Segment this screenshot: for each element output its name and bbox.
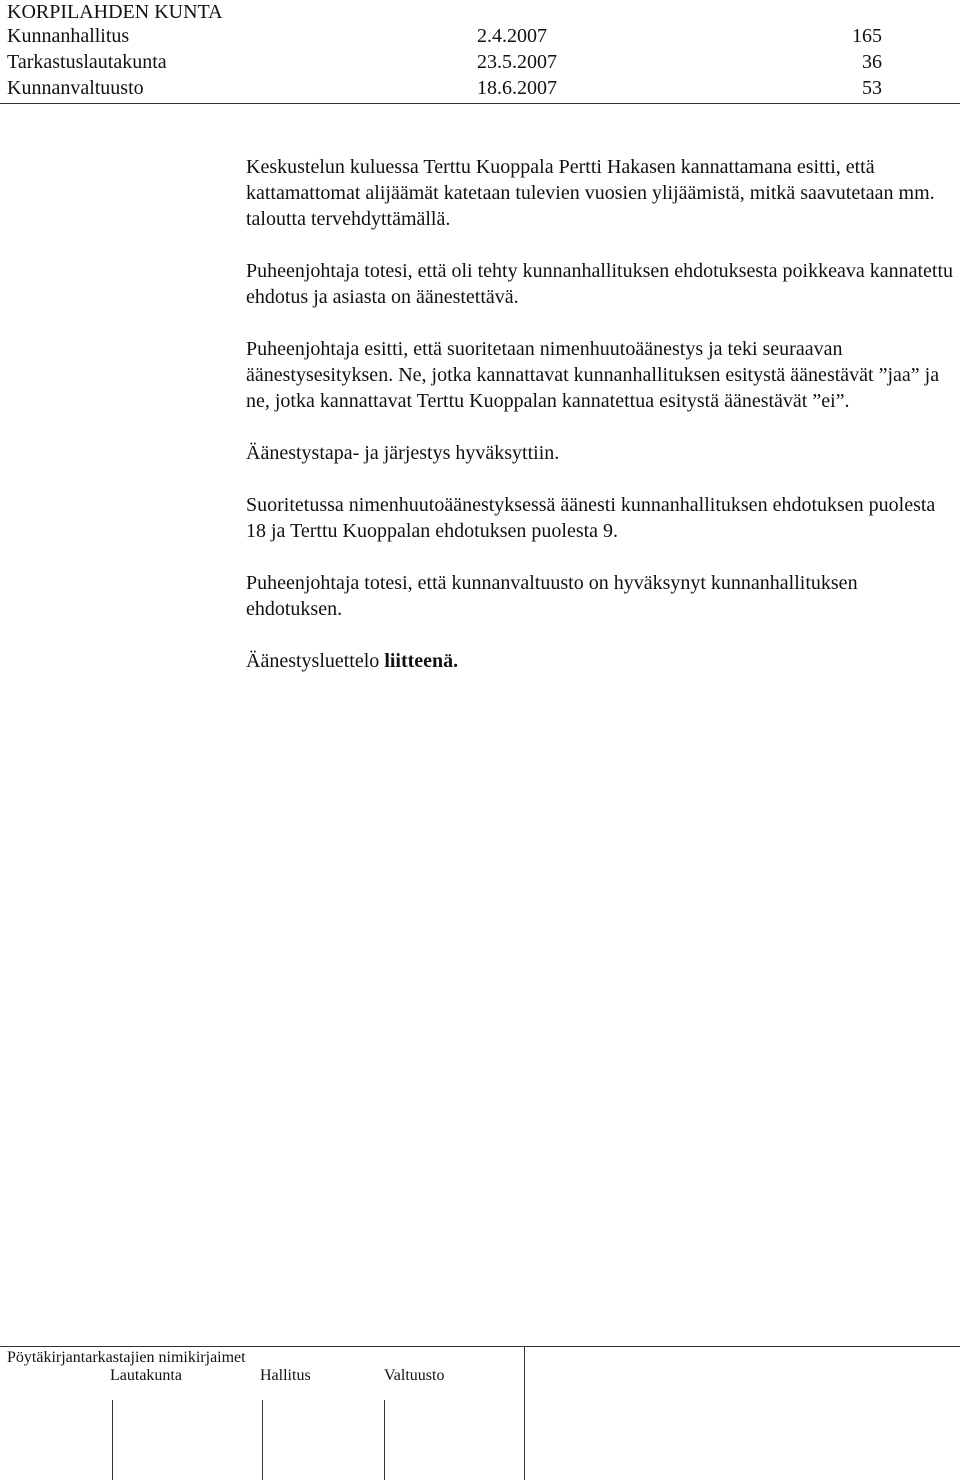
initials-box-hallitus bbox=[262, 1400, 263, 1480]
footer-label-hallitus: Hallitus bbox=[260, 1367, 311, 1384]
organization-name: KORPILAHDEN KUNTA bbox=[7, 1, 223, 23]
page-number: 36 bbox=[862, 51, 882, 73]
meeting-date: 23.5.2007 bbox=[477, 51, 557, 73]
page-number: 53 bbox=[862, 77, 882, 99]
meeting-date: 18.6.2007 bbox=[477, 77, 557, 99]
paragraph-vote-proposal: Puheenjohtaja esitti, että suoritetaan nimenhuutoäänestys ja teki seuraavan äänestysesityksen. Ne, jotka kannattavat kunnanhallituksen esitystä äänestävät ”jaa” ja ne, jotka kannattavat Terttu Kuoppalan kannatettua esitystä äänestävät ”ei”. bbox=[246, 338, 940, 412]
meeting-body: Tarkastuslautakunta bbox=[7, 51, 167, 73]
header-row-kunnanvaltuusto bbox=[7, 76, 887, 100]
header-row-tarkastuslautakunta bbox=[7, 50, 887, 74]
footer-label-valtuusto: Valtuusto bbox=[384, 1367, 445, 1384]
attachment-note: liitteenä. bbox=[384, 650, 459, 672]
header-divider bbox=[0, 103, 960, 104]
initials-box-lautakunta bbox=[112, 1400, 113, 1480]
initials-box-valtuusto bbox=[384, 1400, 385, 1480]
paragraph-chair-statement: Puheenjohtaja totesi, että oli tehty kunnanhallituksen ehdotuksesta poikkeava kannatettu ehdotus ja asiasta on äänestettävä. bbox=[246, 260, 954, 308]
initials-box-end bbox=[524, 1400, 525, 1480]
attachment-label: Äänestysluettelo bbox=[246, 650, 385, 672]
meeting-body: Kunnanhallitus bbox=[7, 25, 130, 47]
paragraph-decision: Puheenjohtaja totesi, että kunnanvaltuusto on hyväksynyt kunnanhallituksen ehdotuksen. bbox=[246, 572, 858, 620]
footer-title: Pöytäkirjantarkastajien nimikirjaimet bbox=[7, 1349, 246, 1366]
meeting-date: 2.4.2007 bbox=[477, 25, 547, 47]
paragraph-discussion-proposal: Keskustelun kuluessa Terttu Kuoppala Pertti Hakasen kannattamana esitti, että kattamattomat alijäämät katetaan tulevien vuosien ylijäämistä, mitkä saavutetaan mm. taloutta tervehdyttämällä. bbox=[246, 156, 935, 230]
paragraph-attachment bbox=[246, 648, 956, 674]
meeting-body: Kunnanvaltuusto bbox=[7, 77, 144, 99]
footer-divider bbox=[0, 1346, 960, 1347]
page-number: 165 bbox=[852, 25, 882, 47]
paragraph-vote-procedure: Äänestystapa- ja järjestys hyväksyttiin. bbox=[246, 442, 560, 464]
minutes-body bbox=[246, 154, 956, 700]
paragraph-vote-result: Suoritetussa nimenhuutoäänestyksessä äänesti kunnanhallituksen ehdotuksen puolesta 18 ja Terttu Kuoppalan ehdotuksen puolesta 9. bbox=[246, 494, 936, 542]
header-row-kunnanhallitus bbox=[7, 24, 887, 48]
footer-label-lautakunta: Lautakunta bbox=[110, 1367, 182, 1384]
footer-vertical-divider bbox=[524, 1346, 525, 1402]
